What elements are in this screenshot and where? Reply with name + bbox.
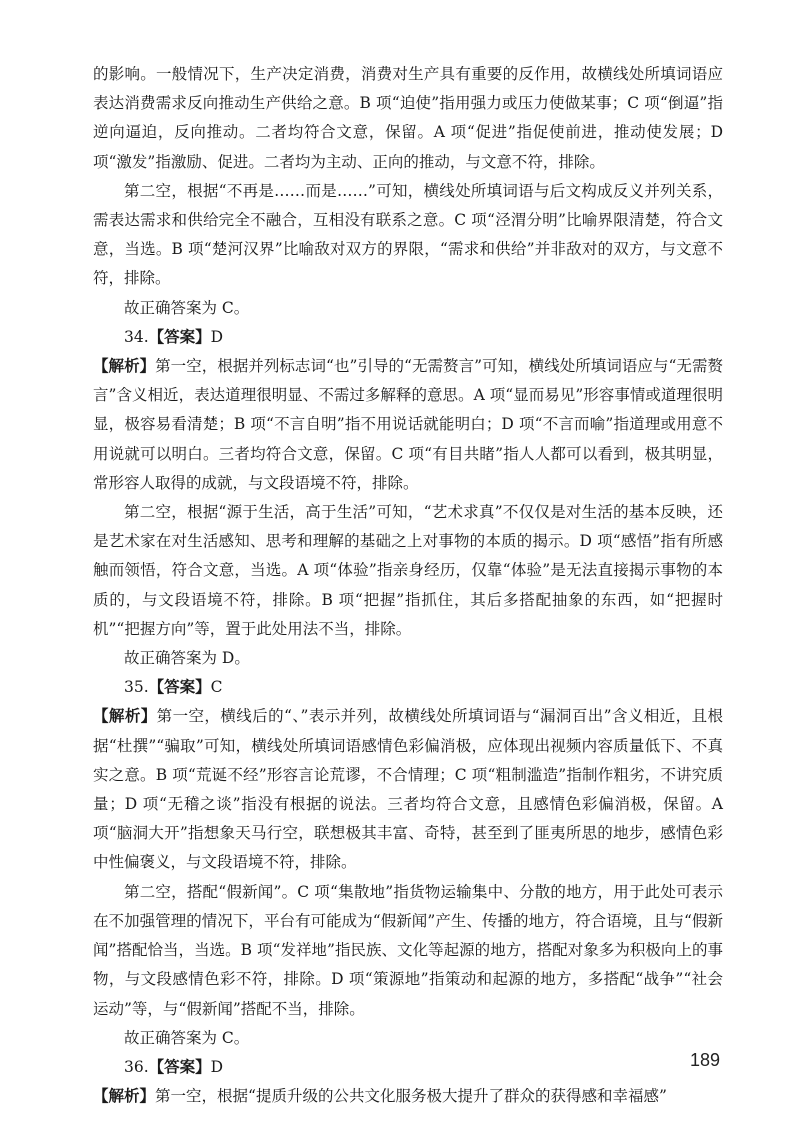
question-number: 35. xyxy=(124,678,149,697)
answer-value: C xyxy=(210,678,223,697)
question-34-answer-line xyxy=(93,323,723,352)
page-body xyxy=(93,60,723,1111)
answer-value: D xyxy=(210,1057,224,1076)
analysis-tag: 【解析】 xyxy=(93,707,157,726)
answer-conclusion-33: 故正确答案为 C。 xyxy=(124,298,250,317)
page-number: 189 xyxy=(689,1050,720,1070)
answer-tag: 【答案】 xyxy=(148,1057,211,1076)
analysis-tag: 【解析】 xyxy=(93,1087,156,1106)
question-number: 34. xyxy=(124,327,149,346)
answer-conclusion-35: 故正确答案为 C。 xyxy=(124,1028,250,1047)
question-36-answer-line xyxy=(93,1053,723,1082)
paragraph-continued: 的影响。一般情况下，生产决定消费，消费对生产具有重要的反作用，故横线处所填词语应表达消费需求反向推动生产供给之意。B 项“迫使”指用强力或压力使做某事；C 项“倒逼”指逆向逼迫，反向推动。二者均符合文意，保留。A 项“促进”指促使前进，推动使发展；D 项“激发”指激励、促进。二者均为主动、正向的推动，与文意不符，排除。 xyxy=(93,65,723,171)
analysis-tag: 【解析】 xyxy=(93,357,156,376)
question-35-answer-line xyxy=(93,673,723,702)
analysis-text: 第一空，根据“提质升级的公共文化服务极大提升了群众的获得感和幸福感” xyxy=(155,1087,667,1106)
analysis-34 xyxy=(93,352,723,498)
question-number: 36. xyxy=(124,1057,149,1076)
answer-tag: 【答案】 xyxy=(148,327,211,346)
analysis-text: 第一空，根据并列标志词“也”引导的“无需赘言”可知，横线处所填词语应与“无需赘言”含义相近，表达道理很明显、不需过多解释的意思。A 项“显而易见”形容事情或道理很明显，极容易看清楚；B 项“不言自明”指不用说话就能明白；D 项“不言而喻”指道理或用意不用说就可以明白。三者均符合文意，保留。C 项“有目共睹”指人人都可以看到，极其明显，常形容人取得的成就，与文段语境不符，排除。 xyxy=(93,357,723,492)
paragraph-second-blank-34: 第二空，根据“源于生活，高于生活”可知，“艺术求真”不仅仅是对生活的基本反映，还是艺术家在对生活感知、思考和理解的基础之上对事物的本质的揭示。D 项“感悟”指有所感触而领悟，符合文意，当选。A 项“体验”指亲身经历，仅靠“体验”是无法直接揭示事物的本质的，与文段语境不符，排除。B 项“把握”指抓住，其后多搭配抽象的东西，如“把握时机”“把握方向”等，置于此处用法不当，排除。 xyxy=(93,503,723,638)
analysis-35 xyxy=(93,702,723,877)
answer-tag: 【答案】 xyxy=(148,678,211,697)
paragraph-second-blank-33: 第二空，根据“不再是……而是……”可知，横线处所填词语与后文构成反义并列关系，需表达需求和供给完全不融合，互相没有联系之意。C 项“泾渭分明”比喻界限清楚，符合文意，当选。B 项“楚河汉界”比喻敌对双方的界限，“需求和供给”并非敌对的双方，与文意不符，排除。 xyxy=(93,181,723,288)
analysis-text: 第一空，横线后的“、”表示并列，故横线处所填词语与“漏洞百出”含义相近，且根据“杜撰”“骗取”可知，横线处所填词语感情色彩偏消极，应体现出视频内容质量低下、不真实之意。B 项“荒诞不经”形容言论荒谬，不合情理；C 项“粗制滥造”指制作粗劣，不讲究质量；D 项“无稽之谈”指没有根据的说法。三者均符合文意，且感情色彩偏消极，保留。A 项“脑洞大开”指想象天马行空，联想极其丰富、奇特，甚至到了匪夷所思的地步，感情色彩中性偏褒义，与文段语境不符，排除。 xyxy=(93,707,723,872)
analysis-36 xyxy=(93,1082,723,1111)
answer-conclusion-34: 故正确答案为 D。 xyxy=(124,649,250,668)
paragraph-second-blank-35: 第二空，搭配“假新闻”。C 项“集散地”指货物运输集中、分散的地方，用于此处可表示在不加强管理的情况下，平台有可能成为“假新闻”产生、传播的地方，符合语境，且与“假新闻”搭配恰当，当选。B 项“发祥地”指民族、文化等起源的地方，搭配对象多为积极向上的事物，与文段感情色彩不符，排除。D 项“策源地”指策动和起源的地方，多搭配“战争”“社会运动”等，与“假新闻”搭配不当，排除。 xyxy=(93,882,723,1018)
answer-value: D xyxy=(210,327,224,346)
